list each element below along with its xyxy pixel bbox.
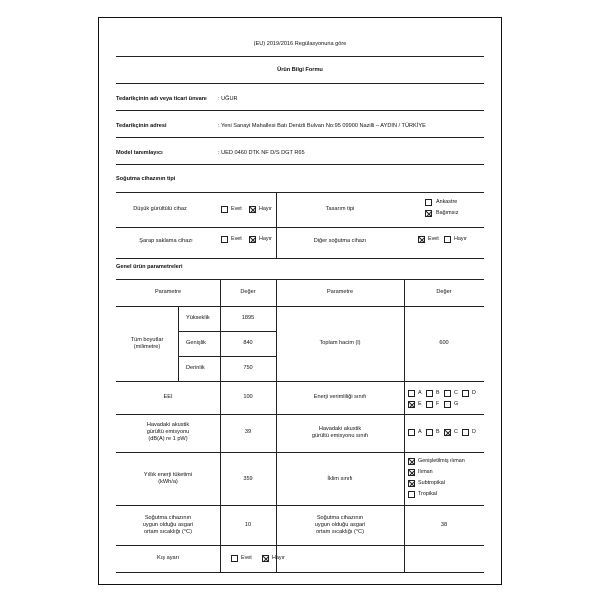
climate-class-0-label: Genişletilmiş ılıman bbox=[418, 458, 465, 464]
winter-no-checkbox[interactable] bbox=[262, 555, 269, 562]
col-param-header: Parametre bbox=[154, 289, 182, 295]
eei-label: EEI bbox=[163, 394, 173, 400]
other-no-label: Hayır bbox=[454, 236, 467, 242]
divider bbox=[116, 56, 484, 57]
winter-yes-checkbox[interactable] bbox=[231, 555, 238, 562]
winter-yes-label: Evet bbox=[241, 555, 252, 561]
table-divider bbox=[220, 279, 221, 572]
energy-class-e-checkbox[interactable] bbox=[408, 401, 415, 408]
design-builtin-label: Ankastre bbox=[436, 199, 458, 205]
low-noise-yes-checkbox[interactable] bbox=[221, 206, 228, 213]
low-noise-yes-label: Evet bbox=[231, 206, 242, 212]
noise-class-d-checkbox[interactable] bbox=[462, 429, 469, 436]
supplier-name-value: : UĞUR bbox=[218, 96, 238, 102]
noise-class-b-checkbox[interactable] bbox=[426, 429, 433, 436]
divider bbox=[116, 227, 484, 228]
noise-class-c-label: C bbox=[454, 429, 458, 435]
regulation-reference: (EU) 2019/2016 Regülasyonuna göre bbox=[253, 41, 347, 47]
col-value-header: Değer bbox=[240, 289, 256, 295]
wine-no-checkbox[interactable] bbox=[249, 236, 256, 243]
noise-class-c-checkbox[interactable] bbox=[444, 429, 451, 436]
noise-class-a-checkbox[interactable] bbox=[408, 429, 415, 436]
energy-class-a-label: A bbox=[418, 390, 422, 396]
climate-class-3-checkbox[interactable] bbox=[408, 491, 415, 498]
max-temp-value: 38 bbox=[440, 522, 448, 528]
noise-label-3: (dB(A) re 1 pW) bbox=[148, 436, 188, 442]
climate-class-label: İklim sınıfı bbox=[327, 476, 353, 482]
energy-class-b-checkbox[interactable] bbox=[426, 390, 433, 397]
annual-energy-value: 359 bbox=[243, 476, 253, 482]
divider bbox=[116, 381, 484, 382]
min-temp-label-2: uygun olduğu asgari bbox=[142, 522, 194, 528]
divider bbox=[116, 452, 484, 453]
height-value: 1895 bbox=[241, 315, 255, 321]
noise-class-d-label: D bbox=[472, 429, 476, 435]
noise-class-label-1: Havadaki akustik bbox=[318, 426, 362, 432]
annual-energy-label-1: Yıllık enerji tüketimi bbox=[143, 472, 193, 478]
noise-class-a-label: A bbox=[418, 429, 422, 435]
divider bbox=[116, 572, 484, 573]
depth-value: 750 bbox=[243, 365, 253, 371]
divider bbox=[116, 192, 484, 193]
wine-yes-checkbox[interactable] bbox=[221, 236, 228, 243]
energy-class-a-checkbox[interactable] bbox=[408, 390, 415, 397]
general-params-title: Genel ürün parametreleri bbox=[116, 264, 183, 270]
total-volume-value: 600 bbox=[439, 340, 449, 346]
climate-class-3-label: Tropikal bbox=[418, 491, 437, 497]
table-divider bbox=[276, 279, 277, 572]
noise-label-2: gürültü emisyonu bbox=[146, 429, 190, 435]
divider bbox=[116, 164, 484, 165]
noise-class-b-label: B bbox=[436, 429, 440, 435]
winter-no-label: Hayır bbox=[272, 555, 285, 561]
climate-class-0-checkbox[interactable] bbox=[408, 458, 415, 465]
energy-class-f-checkbox[interactable] bbox=[426, 401, 433, 408]
max-temp-label-2: uygun olduğu asgari bbox=[314, 522, 366, 528]
noise-value: 39 bbox=[244, 429, 252, 435]
supplier-address-value: : Yeni Sanayi Mahallesi Batı Denizli Bulvarı No:95 09900 Nazilli – AYDIN / TÜRKİYE bbox=[218, 123, 426, 129]
min-temp-label-3: ortam sıcaklığı (°C) bbox=[144, 529, 192, 535]
col-param2-header: Parametre bbox=[326, 289, 354, 295]
energy-class-f-label: F bbox=[436, 401, 440, 407]
form-title: Ürün Bilgi Formu bbox=[277, 67, 323, 73]
eei-value: 100 bbox=[243, 394, 253, 400]
design-builtin-checkbox[interactable] bbox=[425, 199, 432, 206]
climate-class-2-checkbox[interactable] bbox=[408, 480, 415, 487]
energy-class-d-label: D bbox=[472, 390, 476, 396]
divider bbox=[116, 414, 484, 415]
dimensions-unit: (milimetre) bbox=[133, 344, 161, 350]
noise-class-label-2: gürültü emisyonu sınıfı bbox=[311, 433, 369, 439]
divider bbox=[178, 331, 276, 332]
climate-class-2-label: Subtropikal bbox=[418, 480, 445, 486]
table-divider bbox=[178, 306, 179, 381]
min-temp-label-1: Soğutma cihazının bbox=[144, 515, 192, 521]
energy-class-d-checkbox[interactable] bbox=[462, 390, 469, 397]
divider bbox=[116, 110, 484, 111]
divider bbox=[116, 306, 484, 307]
wine-yes-label: Evet bbox=[231, 236, 242, 242]
climate-class-1-checkbox[interactable] bbox=[408, 469, 415, 476]
energy-class-label: Enerji verimliliği sınıfı bbox=[313, 394, 367, 400]
appliance-type-title: Soğutma cihazının tipi bbox=[116, 176, 176, 182]
min-temp-value: 10 bbox=[244, 522, 252, 528]
other-appliance-label: Diğer soğutma cihazı bbox=[313, 238, 367, 244]
energy-class-g-checkbox[interactable] bbox=[444, 401, 451, 408]
noise-label-1: Havadaki akustik bbox=[146, 422, 190, 428]
divider bbox=[116, 279, 484, 280]
table-divider bbox=[404, 279, 405, 572]
width-label: Genişlik bbox=[186, 340, 206, 346]
supplier-name-label: Tedarikçinin adı veya ticari ünvanı bbox=[116, 96, 207, 102]
width-value: 840 bbox=[243, 340, 253, 346]
wine-storage-label: Şarap saklama cihazı bbox=[139, 238, 193, 244]
divider bbox=[116, 83, 484, 84]
annual-energy-label-2: (kWh/a) bbox=[158, 479, 178, 485]
divider bbox=[116, 545, 484, 546]
energy-class-b-label: B bbox=[436, 390, 440, 396]
energy-class-g-label: G bbox=[454, 401, 459, 407]
other-no-checkbox[interactable] bbox=[444, 236, 451, 243]
winter-setting-label: Kış ayarı bbox=[156, 555, 180, 561]
other-yes-label: Evet bbox=[428, 236, 439, 242]
low-noise-no-label: Hayır bbox=[259, 206, 272, 212]
dimensions-label: Tüm boyutlar bbox=[130, 337, 164, 343]
divider bbox=[116, 505, 484, 506]
divider bbox=[116, 137, 484, 138]
divider bbox=[178, 356, 276, 357]
wine-no-label: Hayır bbox=[259, 236, 272, 242]
height-label: Yükseklik bbox=[186, 315, 210, 321]
design-freestanding-label: Bağımsız bbox=[436, 210, 459, 216]
design-freestanding-checkbox[interactable] bbox=[425, 210, 432, 217]
divider bbox=[116, 258, 484, 259]
model-identifier-value: : UED 0460 DTK NF D/S DGT R65 bbox=[218, 150, 305, 156]
low-noise-no-checkbox[interactable] bbox=[249, 206, 256, 213]
model-identifier-label: Model tanımlayıcı bbox=[116, 150, 163, 156]
max-temp-label-1: Soğutma cihazının bbox=[316, 515, 364, 521]
climate-class-1-label: Ilıman bbox=[418, 469, 433, 475]
depth-label: Derinlik bbox=[186, 365, 205, 371]
energy-class-c-label: C bbox=[454, 390, 458, 396]
supplier-address-label: Tedarikçinin adresi bbox=[116, 123, 167, 129]
low-noise-label: Düşük gürültülü cihaz bbox=[133, 206, 187, 212]
col-value2-header: Değer bbox=[436, 289, 452, 295]
energy-class-e-label: E bbox=[418, 401, 422, 407]
max-temp-label-3: ortam sıcaklığı (°C) bbox=[316, 529, 364, 535]
design-type-label: Tasarım tipi bbox=[325, 206, 355, 212]
table-divider bbox=[276, 192, 277, 258]
energy-class-c-checkbox[interactable] bbox=[444, 390, 451, 397]
other-yes-checkbox[interactable] bbox=[418, 236, 425, 243]
total-volume-label: Toplam hacim (l) bbox=[319, 340, 361, 346]
